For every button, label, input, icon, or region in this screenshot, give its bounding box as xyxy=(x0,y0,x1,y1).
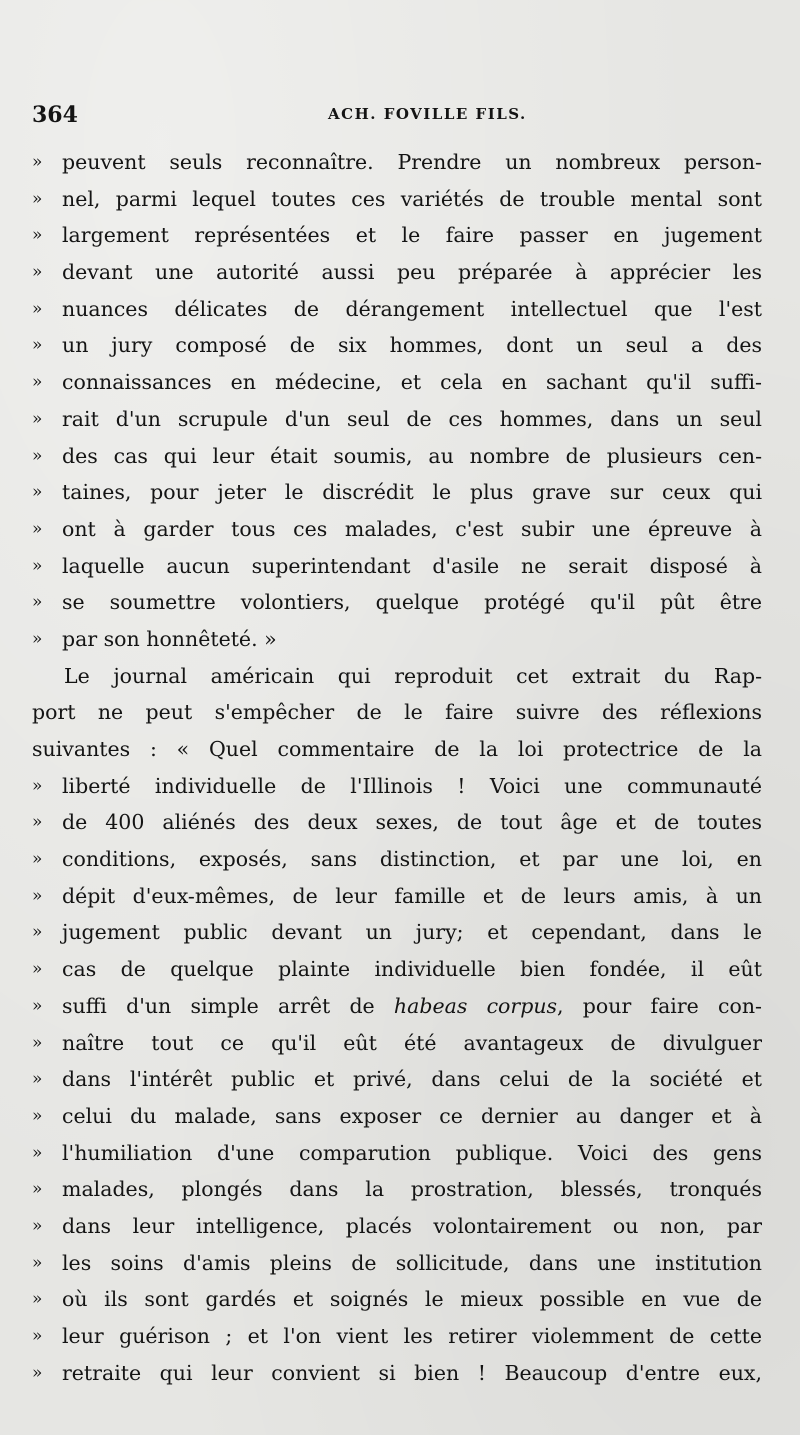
line-text: Le journal américain qui reproduit cet extrait du Rap- xyxy=(64,663,762,688)
text-line xyxy=(32,694,762,731)
line-text: devant une autorité aussi peu préparée à apprécier les xyxy=(62,260,762,285)
text-line xyxy=(32,401,762,438)
text-line xyxy=(32,1098,762,1135)
line-text: conditions, exposés, sans distinction, et par une loi, en xyxy=(62,847,762,872)
quote-mark: » xyxy=(32,1215,43,1236)
quote-mark: » xyxy=(32,1326,43,1346)
text-line xyxy=(32,144,762,181)
page-number: 364 xyxy=(32,102,78,128)
body-text xyxy=(32,144,762,1391)
quote-mark: » xyxy=(32,922,43,943)
text-line xyxy=(32,1281,762,1318)
line-text: cas de quelque plainte individuelle bien fondée, il eût xyxy=(62,957,762,982)
line-text: de 400 aliénés des deux sexes, de tout âge et de toutes xyxy=(62,810,762,835)
text-line xyxy=(32,291,762,328)
running-head: ACH. FOVILLE FILS. xyxy=(328,105,527,123)
line-text: peuvent seuls reconnaître. Prendre un nombreux person- xyxy=(62,150,762,174)
page-header xyxy=(30,102,770,132)
line-text: malades, plongés dans la prostration, blessés, tronqués xyxy=(62,1177,762,1202)
quote-mark: » xyxy=(32,225,43,246)
line-text: se soumettre volontiers, quelque protégé qu'il pût être xyxy=(62,590,762,615)
quote-mark: » xyxy=(32,372,43,393)
text-line xyxy=(32,1355,762,1392)
text-line xyxy=(32,804,762,841)
quote-mark: » xyxy=(32,995,43,1016)
quote-mark: » xyxy=(32,408,43,429)
line-text: leur guérison ; et l'on vient les retirer violemment de cette xyxy=(62,1324,762,1348)
quote-mark: » xyxy=(32,1362,43,1383)
text-line xyxy=(32,1025,762,1062)
text-line xyxy=(32,988,762,1025)
line-text: port ne peut s'empêcher de le faire suivre des réflexions xyxy=(32,700,762,725)
text-line xyxy=(32,1208,762,1245)
quote-mark: » xyxy=(32,959,43,980)
quote-mark: » xyxy=(32,812,43,833)
quote-mark: » xyxy=(32,1032,43,1053)
quote-mark: » xyxy=(32,445,43,466)
line-text: taines, pour jeter le discrédit le plus grave sur ceux qui xyxy=(62,480,762,505)
text-line xyxy=(32,841,762,878)
text-line xyxy=(32,217,762,254)
line-text: l'humiliation d'une comparution publique. Voici des gens xyxy=(62,1140,762,1165)
line-text: retraite qui leur convient si bien ! Beaucoup d'entre eux, xyxy=(62,1360,762,1385)
text-line xyxy=(32,621,762,658)
text-line xyxy=(32,364,762,401)
text-line xyxy=(32,1135,762,1172)
line-text: dans l'intérêt public et privé, dans celui de la société et xyxy=(62,1067,762,1092)
text-line xyxy=(32,951,762,988)
text-line xyxy=(32,658,762,695)
quote-mark: » xyxy=(32,1252,43,1273)
line-text: suffi d'un simple arrêt de habeas corpus, pour faire con- xyxy=(62,993,762,1018)
line-text: dans leur intelligence, placés volontairement ou non, par xyxy=(62,1213,762,1238)
line-text: les soins d'amis pleins de sollicitude, dans une institution xyxy=(62,1250,762,1275)
quote-mark: » xyxy=(32,1069,43,1090)
quote-mark: » xyxy=(32,849,43,870)
line-text: nel, parmi lequel toutes ces variétés de trouble mental sont xyxy=(62,186,762,211)
text-line xyxy=(32,1061,762,1098)
line-text: dépit d'eux-mêmes, de leur famille et de leurs amis, à un xyxy=(62,883,762,908)
quote-mark: » xyxy=(32,775,43,796)
quote-mark: » xyxy=(32,335,43,356)
quote-mark: » xyxy=(32,1289,43,1310)
text-line xyxy=(32,548,762,585)
quote-mark: » xyxy=(32,1105,43,1126)
quote-mark: » xyxy=(32,555,43,576)
line-text: par son honnêteté. » xyxy=(62,626,277,651)
text-line xyxy=(32,327,762,364)
line-text: liberté individuelle de l'Illinois ! Voici une communauté xyxy=(62,773,762,798)
quote-mark: » xyxy=(32,298,43,319)
text-line xyxy=(32,511,762,548)
text-line xyxy=(32,181,762,218)
line-text: des cas qui leur était soumis, au nombre de plusieurs cen- xyxy=(62,443,762,468)
text-line xyxy=(32,1318,762,1355)
text-line xyxy=(32,731,762,768)
quote-mark: » xyxy=(32,518,43,539)
line-text: largement représentées et le faire passer en jugement xyxy=(62,223,762,248)
line-text: connaissances en médecine, et cela en sachant qu'il suffi- xyxy=(62,370,762,395)
line-text: ont à garder tous ces malades, c'est subir une épreuve à xyxy=(62,516,762,541)
text-line xyxy=(32,914,762,951)
quote-mark: » xyxy=(32,482,43,503)
text-line xyxy=(32,254,762,291)
line-text: un jury composé de six hommes, dont un seul a des xyxy=(62,333,762,358)
quote-mark: » xyxy=(32,188,43,209)
line-text: laquelle aucun superintendant d'asile ne serait disposé à xyxy=(62,553,762,578)
quote-mark: » xyxy=(32,885,43,906)
line-text: jugement public devant un jury; et cependant, dans le xyxy=(62,920,762,945)
line-text: naître tout ce qu'il eût été avantageux de divulguer xyxy=(62,1030,762,1055)
text-line xyxy=(32,878,762,915)
text-line xyxy=(32,768,762,805)
text-line xyxy=(32,1171,762,1208)
line-text: où ils sont gardés et soignés le mieux possible en vue de xyxy=(62,1287,762,1312)
line-text: suivantes : « Quel commentaire de la loi protectrice de la xyxy=(32,737,762,761)
italic-term: habeas corpus xyxy=(393,993,558,1018)
quote-mark: » xyxy=(32,628,43,649)
quote-mark: » xyxy=(32,152,43,172)
text-line xyxy=(32,1245,762,1282)
quote-mark: » xyxy=(32,1179,43,1200)
text-line xyxy=(32,474,762,511)
line-text: rait d'un scrupule d'un seul de ces hommes, dans un seul xyxy=(62,406,762,431)
text-line xyxy=(32,438,762,475)
quote-mark: » xyxy=(32,1142,43,1163)
text-line xyxy=(32,584,762,621)
quote-mark: » xyxy=(32,592,43,613)
quote-mark: » xyxy=(32,262,43,283)
line-text: celui du malade, sans exposer ce dernier au danger et à xyxy=(62,1103,762,1128)
line-text: nuances délicates de dérangement intellectuel que l'est xyxy=(62,296,762,321)
